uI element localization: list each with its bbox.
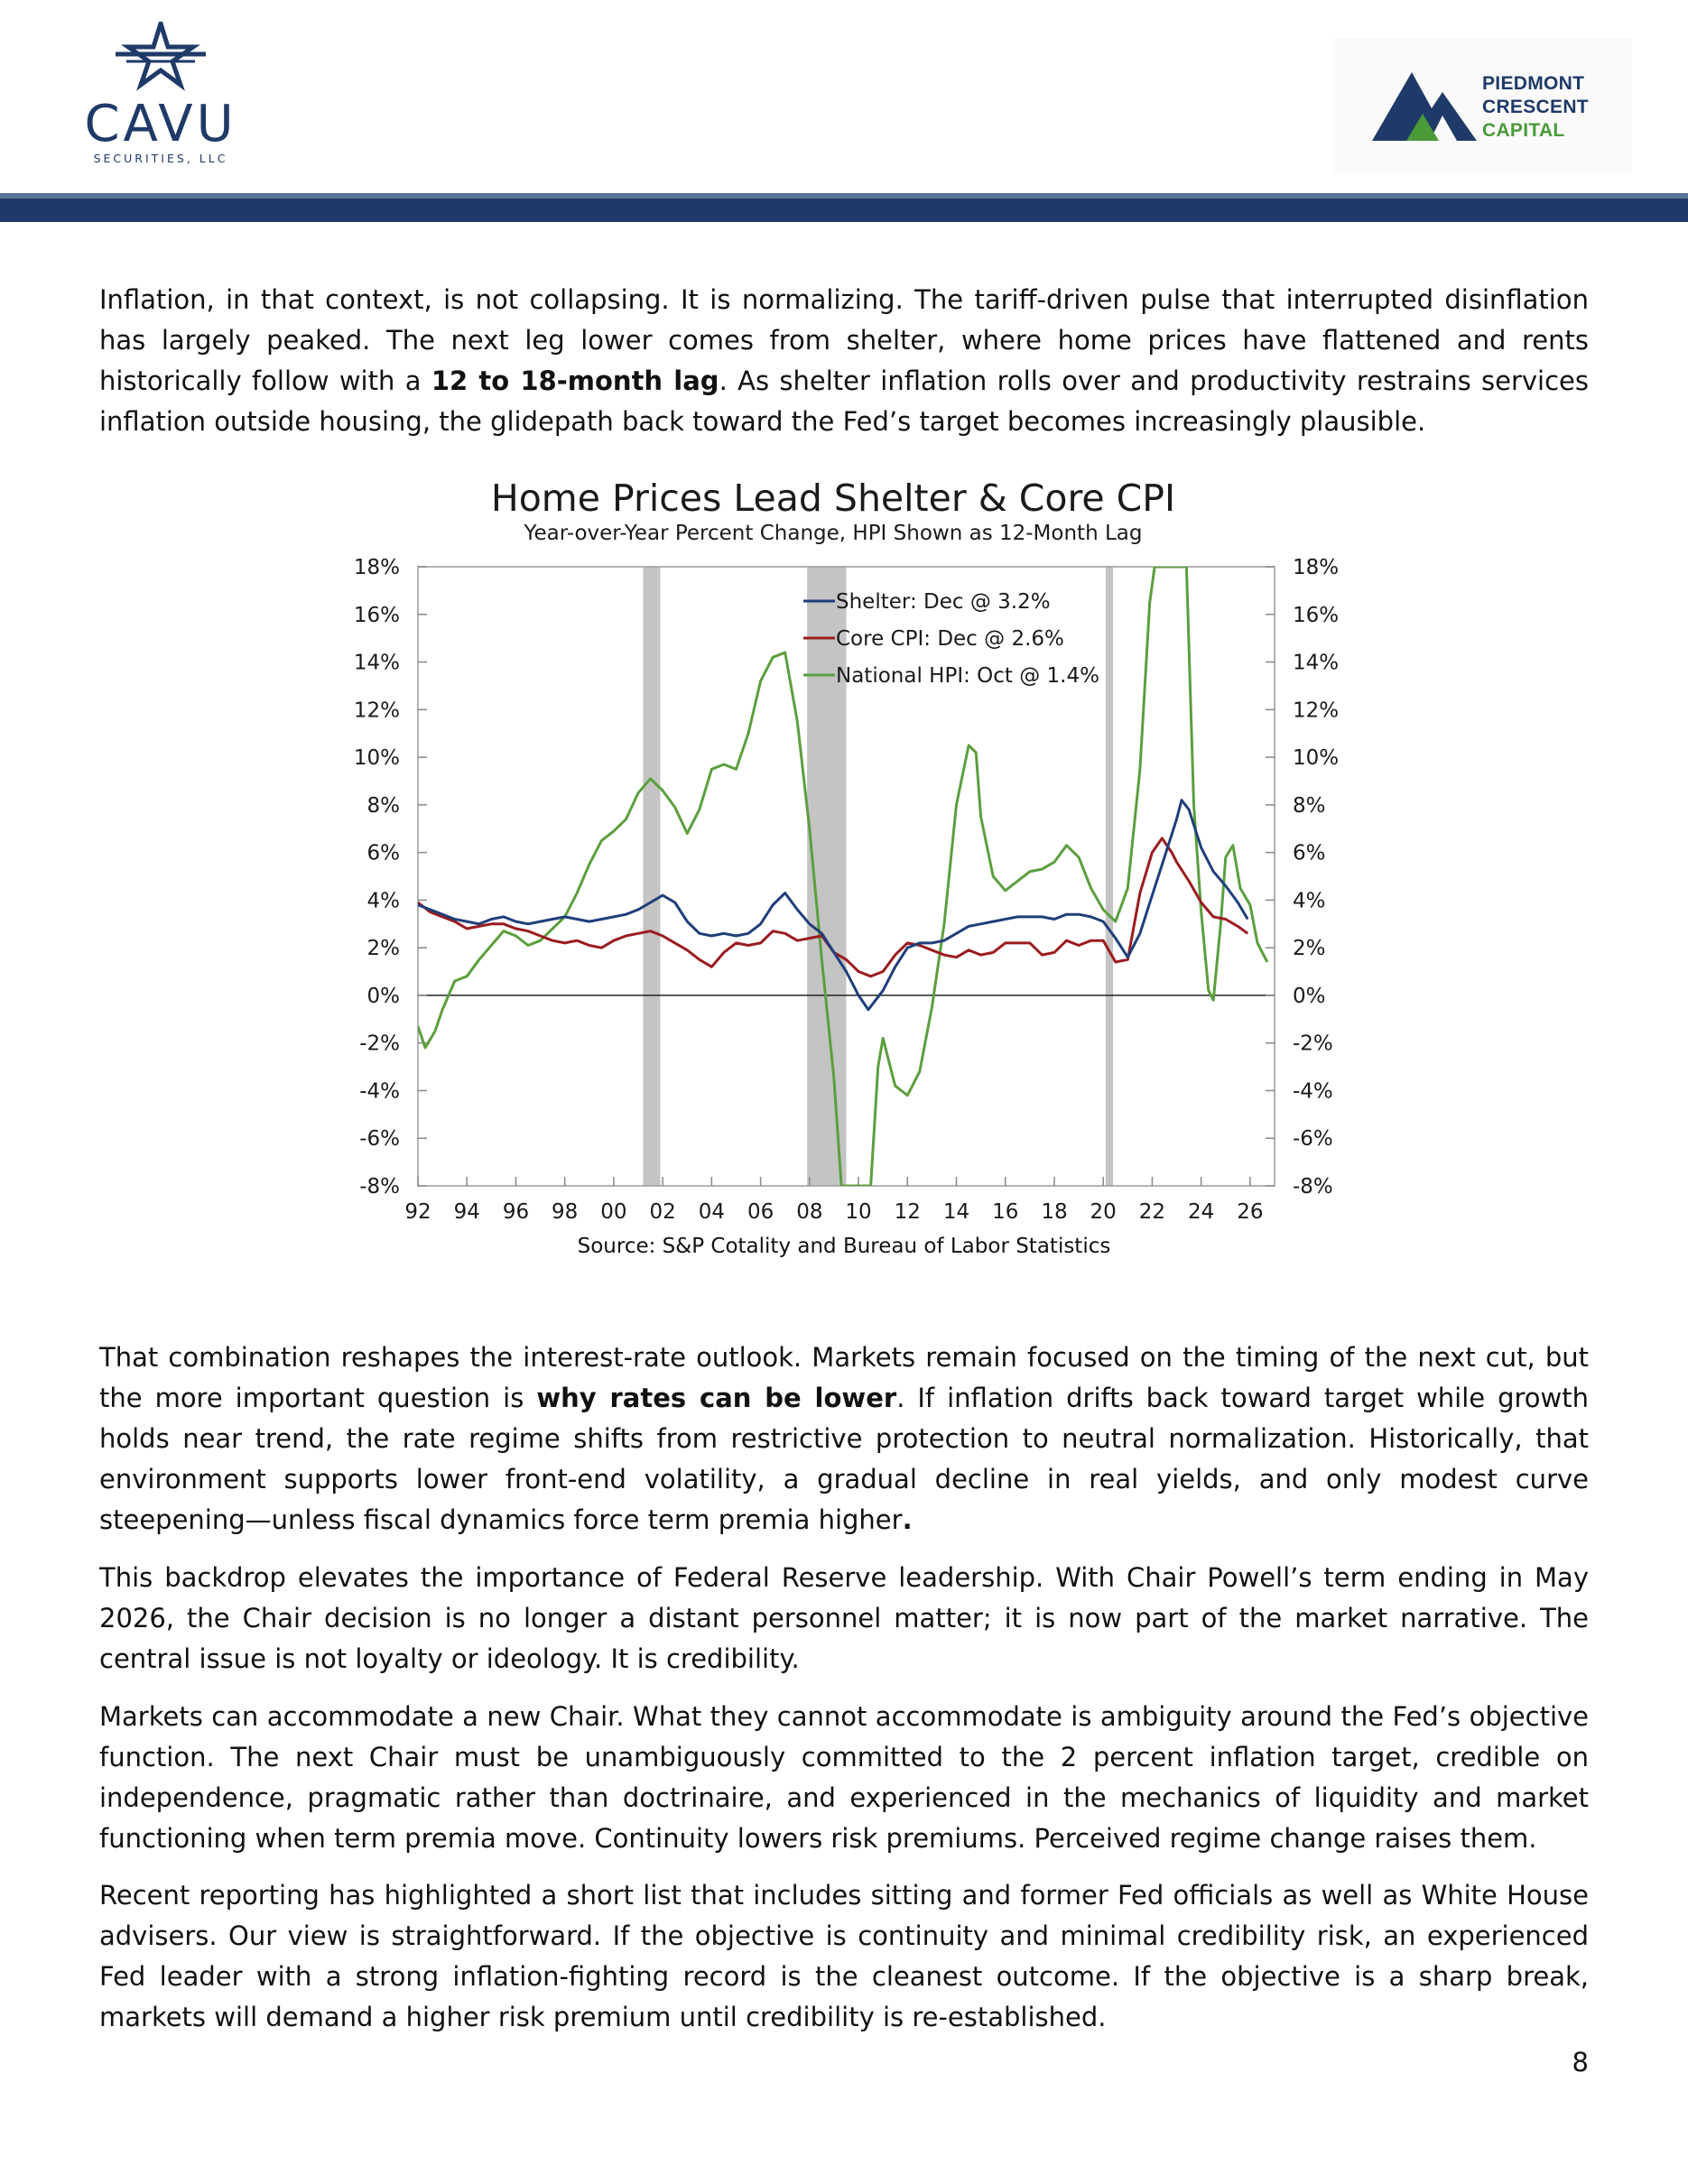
y-tick-label-right: -6% [1293,1127,1333,1152]
home-prices-chart [325,469,1363,1272]
x-tick-label: 92 [404,1200,431,1224]
legend-label: Shelter: Dec @ 3.2% [836,590,1051,614]
x-tick-label: 94 [453,1200,480,1224]
p2-text-c: . If inflation drifts back toward target while growth holds near trend, the rate regime shifts from restrictive protection to neutral normalization. Historically, that environment supports lower front-end volatility, a gradual decline in real yields, and only modest curve steepening—unless fiscal dynamics force term premia higher [99,1383,1590,1535]
paragraph-5: Recent reporting has highlighted a short list that includes sitting and former Fed officials as well as White House advisers. Our view is straightforward. If the objective is continuity and minimal credibility risk, an experienced Fed leader with a strong inflation-fighting record is the cleanest outcome. If the objective is a sharp break, markets will demand a higher risk premium until credibility is re-established. [99,1880,1589,2032]
y-tick-label-left: 14% [353,651,400,675]
x-tick-label: 18 [1041,1200,1068,1224]
x-tick-label: 24 [1188,1200,1215,1224]
y-tick-label-right: 18% [1293,556,1340,579]
x-tick-label: 02 [649,1200,676,1224]
y-tick-label-right: -2% [1293,1032,1333,1056]
piedmont-crescent-logo [1334,38,1632,173]
y-tick-label-left: 0% [366,984,400,1008]
y-tick-label-right: -4% [1293,1079,1333,1104]
p2-bold-period: . [902,1504,913,1535]
y-tick-label-left: -8% [359,1175,400,1198]
y-tick-label-left: 2% [366,937,400,961]
x-tick-label: 08 [796,1200,823,1224]
x-tick-label: 96 [502,1200,530,1224]
x-tick-label: 16 [992,1200,1019,1224]
cavu-subtitle: SECURITIES, LLC [93,152,228,165]
y-tick-label-right: 4% [1293,889,1326,913]
x-tick-label: 00 [600,1200,627,1224]
cavu-wordmark: CAVU [84,95,237,153]
x-tick-label: 04 [698,1200,726,1224]
x-tick-label: 98 [552,1200,579,1224]
header-rule [0,199,1688,222]
y-tick-label-left: -4% [359,1079,400,1104]
y-tick-label-left: 4% [366,889,400,913]
chart-title: Home Prices Lead Shelter & Core CPI [490,477,1176,520]
x-tick-label: 10 [845,1200,872,1224]
y-tick-label-right: 14% [1293,651,1340,675]
y-tick-label-left: -2% [359,1032,400,1056]
p2-bold: why rates can be lower [536,1383,897,1413]
x-tick-label: 14 [942,1200,970,1224]
x-tick-label: 06 [747,1200,774,1224]
p1-text-a: Inflation, in that context, is not collapsing. It is normalizing. The tariff-driven pulse that interrupted disinflation has largely peaked. The next leg lower comes from shelter, where home prices have flattened and rents historically follow with a [99,284,1589,396]
y-tick-label-right: 6% [1293,841,1326,865]
y-tick-label-left: 12% [353,699,400,723]
page-number: 8 [1572,2047,1589,2078]
cavu-star-icon [79,22,242,103]
y-tick-label-left: 8% [366,793,400,818]
chart-source: Source: S&P Cotality and Bureau of Labor Statistics [577,1235,1111,1258]
y-tick-label-right: 2% [1293,937,1326,961]
chart-svg [325,469,1363,1236]
x-tick-label: 22 [1138,1200,1166,1224]
y-tick-label-right: -8% [1293,1175,1333,1198]
y-tick-label-right: 8% [1293,793,1326,818]
logo-line-2: CRESCENT [1482,97,1589,117]
mountain-icon [1370,65,1479,146]
y-tick-label-left: 10% [353,746,400,771]
page-header [0,0,1688,226]
chart-legend [803,590,1099,688]
piedmont-crescent-wordmark [1482,72,1589,143]
x-tick-label: 26 [1237,1200,1264,1224]
legend-label: Core CPI: Dec @ 2.6% [836,627,1064,651]
y-tick-label-left: -6% [359,1127,400,1152]
p1-bold: 12 to 18-month lag [431,366,719,396]
paragraph-2 [99,1337,1589,1541]
recession-bands [643,567,1113,1186]
recession-band-2 [1106,567,1113,1186]
y-tick-label-right: 12% [1293,699,1340,723]
x-tick-label: 12 [894,1200,921,1224]
cavu-logo [79,22,242,166]
chart-subtitle: Year-over-Year Percent Change, HPI Shown as 12-Month Lag [524,522,1143,545]
paragraph-4: Markets can accommodate a new Chair. What they cannot accommodate is ambiguity around the Fed’s objective function. The next Chair must be unambiguously committed to the 2 percent inflation target, credible on independence, pragmatic rather than doctrinaire, and experienced in the mechanics of liquidity and market functioning when term premia move. Continuity lowers risk premiums. Perceived regime change raises them. [99,1701,1589,1854]
logo-line-1: PIEDMONT [1482,73,1585,94]
recession-band-0 [643,567,660,1186]
p1-text-c: . As shelter inflation rolls over and productivity restrains services inflation outside housing, the glidepath back toward the Fed’s target becomes increasingly plausible. [99,366,1590,437]
p2-text-a: That combination reshapes the interest-rate outlook. Markets remain focused on the timing of the next cut, but the more important question is [99,1342,1589,1413]
logo-line-3: CAPITAL [1482,120,1565,141]
y-tick-label-left: 18% [353,556,400,579]
x-tick-label: 20 [1090,1200,1117,1224]
paragraph-1 [99,280,1589,442]
y-tick-label-right: 10% [1293,746,1340,771]
y-tick-label-left: 16% [353,603,400,627]
y-tick-label-right: 0% [1293,984,1326,1008]
y-tick-label-left: 6% [366,841,400,865]
legend-label: National HPI: Oct @ 1.4% [836,664,1099,688]
paragraph-3: This backdrop elevates the importance of Federal Reserve leadership. With Chair Powell’s term ending in May 2026, the Chair decision is no longer a distant personnel matter; it is now part of the market narrative. The central issue is not loyalty or ideology. It is credibility. [99,1562,1589,1674]
y-tick-label-right: 16% [1293,603,1340,627]
